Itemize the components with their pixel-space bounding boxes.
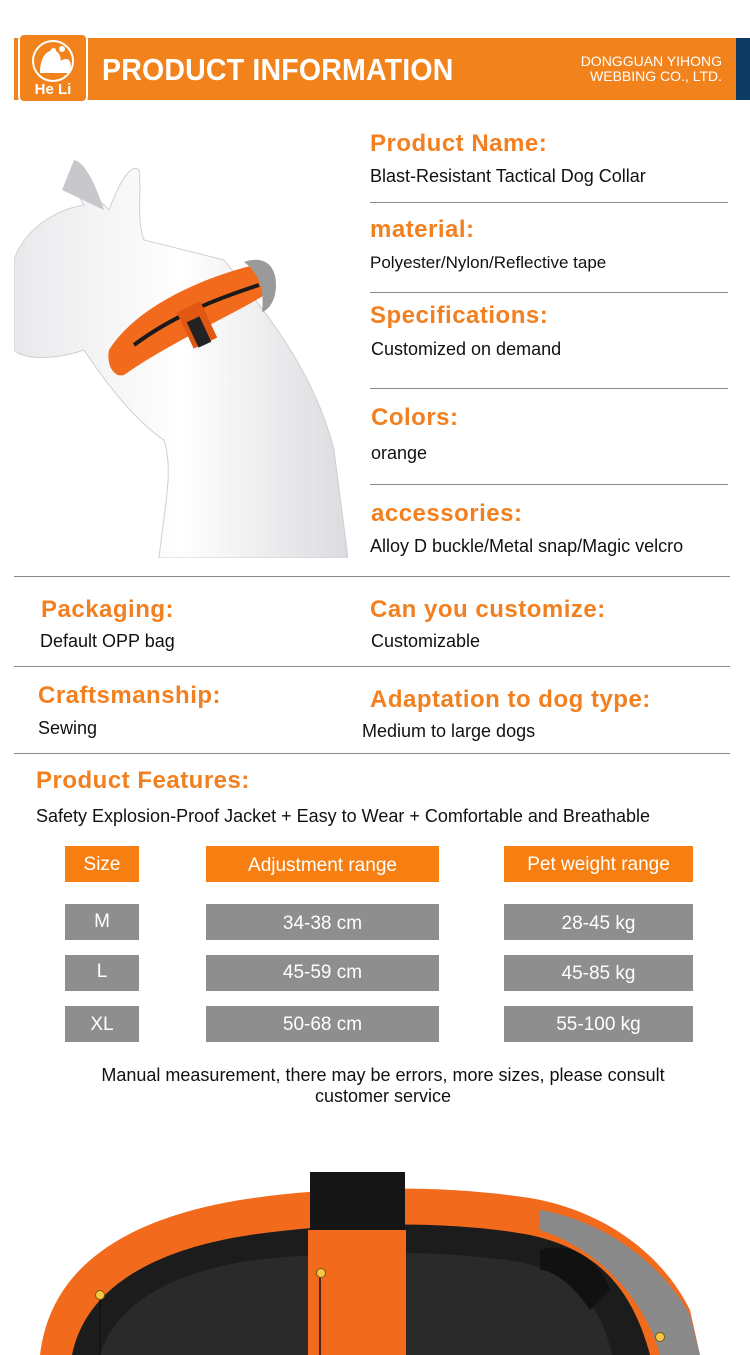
craftsmanship-value: Sewing <box>38 718 98 738</box>
divider <box>14 753 730 754</box>
customize-value: Customizable <box>371 631 481 651</box>
table-header-size: Size <box>65 846 139 882</box>
divider <box>370 484 728 485</box>
divider <box>14 576 730 577</box>
spec-value-colors: orange <box>371 443 428 463</box>
page-title: PRODUCT INFORMATION <box>102 52 454 87</box>
craftsmanship-label: Craftsmanship: <box>38 682 222 709</box>
spec-label-product-name: Product Name: <box>370 130 548 157</box>
spec-value-material: Polyester/Nylon/Reflective tape <box>370 253 607 272</box>
spec-label-accessories: accessories: <box>371 500 523 527</box>
note-line-2: customer service <box>314 1086 452 1106</box>
company-line-2: WEBBING CO., LTD. <box>590 68 722 84</box>
features-text: Safety Explosion-Proof Jacket + Easy to Wear + Comfortable and Breathable <box>36 806 650 826</box>
brand-logo <box>18 33 88 103</box>
packaging-label: Packaging: <box>41 596 175 623</box>
callout-marker <box>95 1290 105 1300</box>
spec-value-product-name: Blast-Resistant Tactical Dog Collar <box>370 166 646 186</box>
company-name <box>540 54 722 84</box>
spec-value-accessories: Alloy D buckle/Metal snap/Magic velcro <box>370 536 684 556</box>
table-cell-weight: 28-45 kg <box>504 904 693 940</box>
measurement-note <box>40 1065 726 1107</box>
table-cell-size: M <box>65 904 139 940</box>
callout-marker <box>316 1268 326 1278</box>
table-cell-adjustment: 34-38 cm <box>206 904 439 940</box>
table-cell-size: XL <box>65 1006 139 1042</box>
spec-label-colors: Colors: <box>371 404 459 431</box>
note-line-1: Manual measurement, there may be errors, more sizes, please consult <box>101 1065 665 1085</box>
packaging-value: Default OPP bag <box>40 631 175 651</box>
customize-label: Can you customize: <box>370 596 606 623</box>
table-header-adjustment: Adjustment range <box>206 846 439 882</box>
collar-closeup-photo <box>0 1150 750 1355</box>
adaptation-value: Medium to large dogs <box>362 721 536 741</box>
logo-text: He Li <box>34 81 72 98</box>
table-cell-adjustment: 50-68 cm <box>206 1006 439 1042</box>
callout-marker <box>655 1332 665 1342</box>
divider <box>370 202 728 203</box>
table-header-weight: Pet weight range <box>504 846 693 882</box>
dog-mannequin-photo <box>14 150 348 558</box>
spec-label-specifications: Specifications: <box>370 302 549 329</box>
divider <box>370 292 728 293</box>
divider <box>14 666 730 667</box>
spec-value-specifications: Customized on demand <box>371 339 562 359</box>
features-label: Product Features: <box>36 767 250 794</box>
table-cell-size: L <box>65 955 139 991</box>
dog-cat-logo-icon <box>20 37 86 85</box>
company-line-1: DONGGUAN YIHONG <box>580 53 722 69</box>
table-cell-weight: 45-85 kg <box>504 955 693 991</box>
adaptation-label: Adaptation to dog type: <box>370 686 651 713</box>
header-accent-strip <box>736 38 750 100</box>
table-cell-weight: 55-100 kg <box>504 1006 693 1042</box>
table-cell-adjustment: 45-59 cm <box>206 955 439 991</box>
divider <box>370 388 728 389</box>
spec-label-material: material: <box>370 216 475 243</box>
